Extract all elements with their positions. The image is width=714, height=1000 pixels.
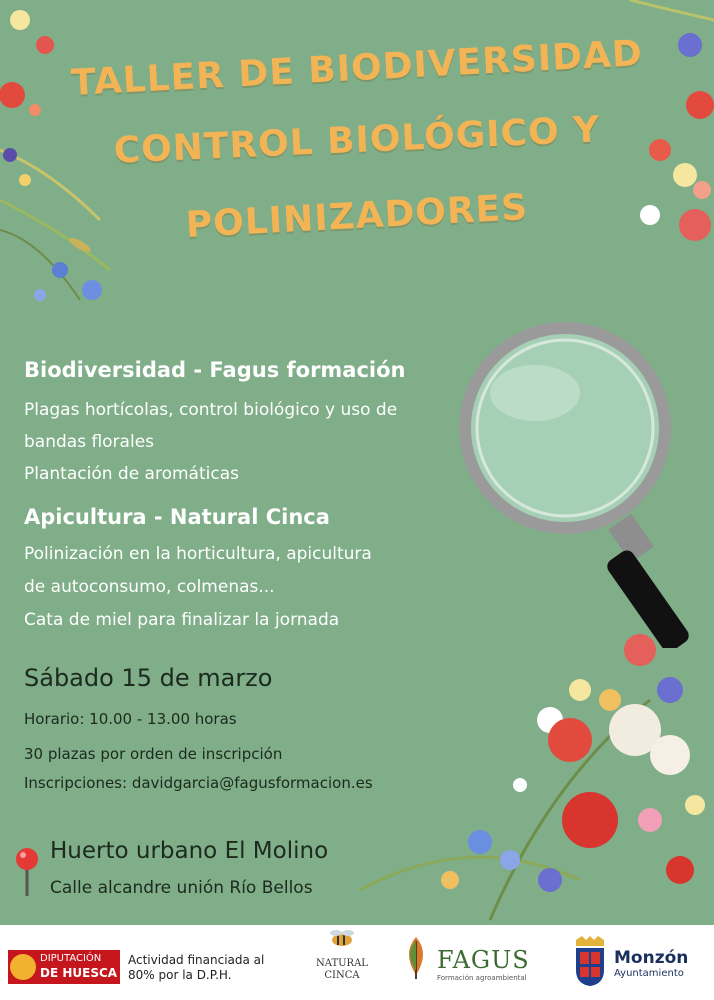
natural-cinca-logo: [312, 958, 372, 982]
dph-logo-line-1: DIPUTACIÓN: [40, 953, 102, 964]
event-schedule: Horario: 10.00 - 13.00 horas: [24, 710, 237, 728]
natural-cinca-line-1: NATURAL: [316, 958, 368, 969]
funding-line-2: 80% por la D.P.H.: [128, 968, 232, 982]
section-apicultura-line: de autoconsumo, colmenas...: [24, 577, 275, 597]
section-biodiversidad-line: Plantación de aromáticas: [24, 464, 239, 484]
fagus-leaf-icon: [400, 935, 432, 981]
section-apicultura-line: Cata de miel para finalizar la jornada: [24, 610, 340, 630]
title-line-2: CONTROL BIOLÓGICO Y: [112, 109, 602, 172]
section-apicultura-heading: Apicultura - Natural Cinca: [24, 505, 330, 529]
section-biodiversidad-line: bandas florales: [24, 432, 155, 452]
title-line-1: TALLER DE BIODIVERSIDAD: [70, 33, 644, 104]
dph-logo-line-2: DE HUESCA: [40, 966, 118, 980]
title-line-3: POLINIZADORES: [184, 187, 530, 246]
monzon-coat-of-arms-icon: [572, 934, 608, 988]
fagus-logo-subtitle: Formación agroambiental: [437, 974, 527, 982]
fagus-logo-name: FAGUS: [437, 946, 530, 974]
section-biodiversidad-line: Plagas hortícolas, control biológico y uso de: [24, 400, 398, 420]
location-pin-icon: [14, 846, 40, 898]
diputacion-huesca-logo: [8, 950, 120, 984]
dph-sun-icon: [10, 954, 36, 980]
natural-cinca-line-2: CINCA: [324, 970, 360, 981]
location-address: Calle alcandre unión Río Bellos: [50, 878, 313, 898]
event-registration: Inscripciones: davidgarcia@fagusformacion.es: [24, 774, 373, 792]
monzon-logo-name: Monzón: [614, 948, 689, 968]
monzon-logo-subtitle: Ayuntamiento: [614, 968, 684, 979]
event-date: Sábado 15 de marzo: [24, 664, 273, 692]
flowers-bottom-right-illustration: [350, 580, 714, 925]
section-biodiversidad-heading: Biodiversidad - Fagus formación: [24, 358, 406, 382]
section-apicultura-line: Polinización en la horticultura, apicultura: [24, 544, 372, 564]
funding-note: [128, 953, 264, 983]
location-name: Huerto urbano El Molino: [50, 838, 329, 864]
funding-line-1: Actividad financiada al: [128, 953, 265, 967]
event-places: 30 plazas por orden de inscripción: [24, 745, 283, 763]
